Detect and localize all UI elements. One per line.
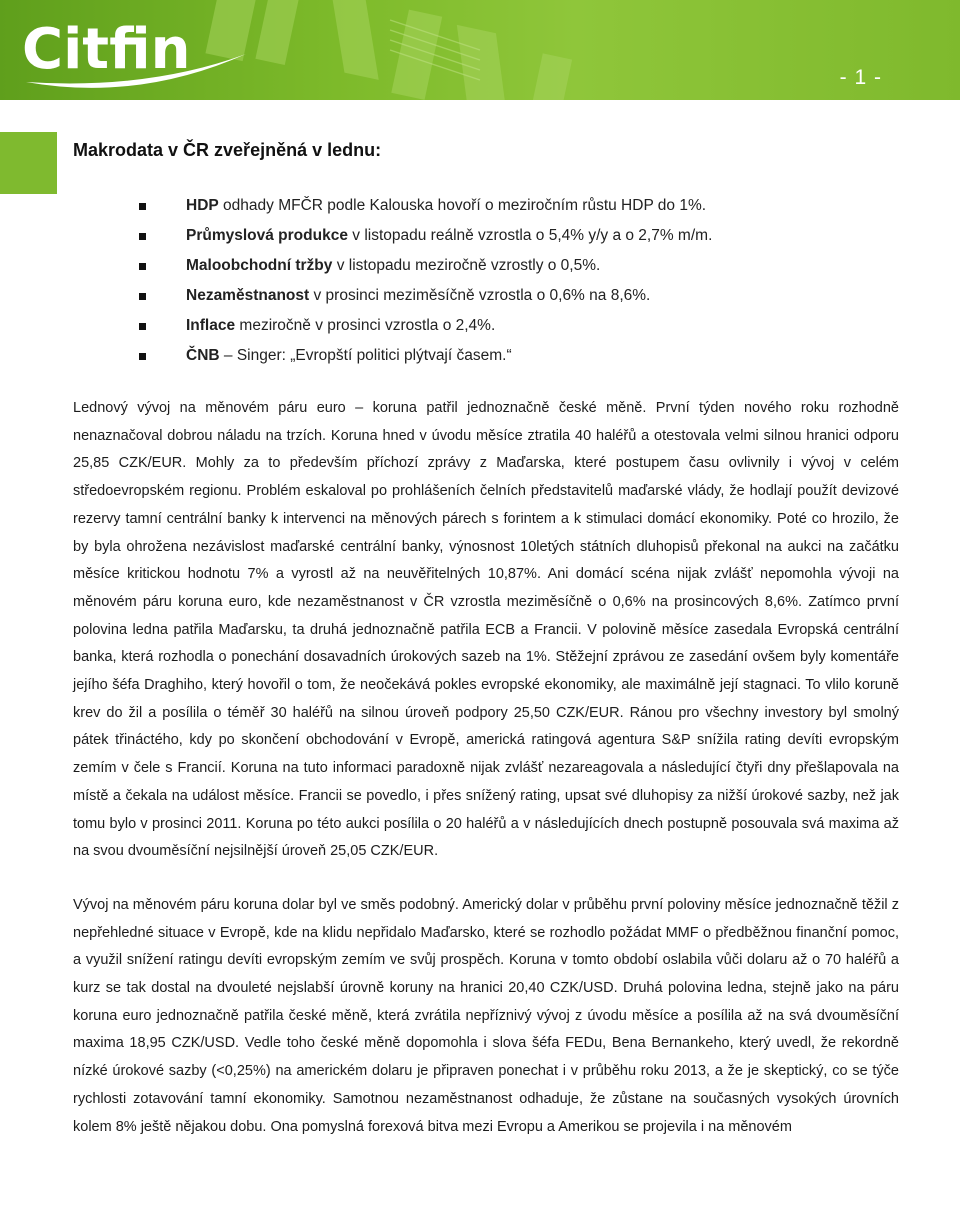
page-title: Makrodata v ČR zveřejněná v lednu:: [73, 140, 382, 160]
bullet-text: v prosinci meziměsíčně vzrostla o 0,6% na 8,6%.: [309, 287, 651, 304]
paragraph-eur-czk: Lednový vývoj na měnovém páru euro – koruna patřil jednoznačně české měně. První týden nového roku rozhodně nenaznačoval dobrou náladu na trzích. Koruna hned v úvodu měsíce ztratila 40 haléřů a otestovala velmi silnou hranici odporu 25,85 CZK/EUR. Mohly za to především příchozí zprávy z Maďarska, které postupem času ovlivnily i vývoj v celém středoevropském regionu. Problém eskaloval po prohlášeních čelních představitelů maďarské vlády, že hodlají použít devizové rezervy tamní centrální banky k intervenci na měnových párech s forintem a k stimulaci domácí ekonomiky. Poté co hrozilo, že by byla ohrožena nezávislost maďarské centrální banky, výnosnost 10letých státních dluhopisů překonal na aukci na začátku měsíce kritickou hodnotu 7% a vyrostl až na neuvěřitelných 10,87%. Ani domácí scéna nijak zvlášť nepomohla vývoji na měnovém páru koruna euro, kde nezaměstnanost v ČR vzrostla meziměsíčně o 0,6% na prosincových 8,6%. Zatímco první polovina ledna patřila Maďarsku, ta druhá jednoznačně patřila ECB a Francii. V polovině měsíce zasedala Evropská centrální banka, která rozhodla o ponechání dosavadních úrokových sazeb na 1%. Stěžejní zprávou ze zasedání ovšem byly komentáře jejího šéfa Draghiho, který hovořil o tom, že neočekává pokles evropské ekonomiky, ale maximálně její stagnaci. To vlilo koruně krev do žil a posílila o téměř 30 haléřů na silnou úroveň podpory 25,50 CZK/EUR. Ránou pro všechny investory byl smolný pátek třináctého, kdy po skončení obchodování v Evropě, americká ratingová agentura S&P snížila rating devíti evropským zemím v čele s Francií. Koruna na tuto informaci paradoxně nijak zvlášť nezareagovala a následující čtyři dny přešlapovala na místě a čekala na událost měsíce. Francii se povedlo, i přes snížený rating, upsat své dluhopisy za nižší úrokové sazby, než jak tomu bylo v prosinci 2011. Koruna po této aukci posílila o 20 haléřů a v následujících dnech postupně posouvala svá maxima až na svou dvouměsíční nejsilnější úroveň 25,05 CZK/EUR.: [73, 400, 899, 860]
list-item: [139, 311, 899, 341]
list-item: [139, 341, 899, 371]
page-number: - 1 -: [839, 66, 882, 89]
bullet-text: meziročně v prosinci vzrostla o 2,4%.: [235, 317, 496, 334]
bullet-key: Nezaměstnanost: [186, 287, 310, 304]
citfin-logo: [18, 10, 248, 96]
bullet-icon: [139, 203, 146, 210]
bullet-key: HDP: [186, 197, 219, 214]
list-item: [139, 251, 899, 281]
bullet-key: ČNB: [186, 347, 220, 364]
side-accent-square: [0, 132, 57, 194]
bullet-key: Maloobchodní tržby: [186, 257, 333, 274]
logo-text: Citfin: [22, 17, 191, 82]
bullet-icon: [139, 263, 146, 270]
header-band: [0, 0, 960, 100]
bullet-icon: [139, 323, 146, 330]
bullet-icon: [139, 293, 146, 300]
list-item: [139, 221, 899, 251]
bullet-text: odhady MFČR podle Kalouska hovoří o meziročním růstu HDP do 1%.: [218, 197, 707, 214]
bullet-text: v listopadu meziročně vzrostly o 0,5%.: [332, 257, 601, 274]
bullet-icon: [139, 353, 146, 360]
document-body: [73, 140, 899, 1141]
bullet-icon: [139, 233, 146, 240]
bullet-key: Inflace: [186, 317, 236, 334]
list-item: [139, 191, 899, 221]
list-item: [139, 281, 899, 311]
bullet-text: – Singer: „Evropští politici plýtvají časem.“: [219, 347, 512, 364]
bullet-key: Průmyslová produkce: [186, 227, 348, 244]
paragraph-usd-czk: Vývoj na měnovém páru koruna dolar byl ve směs podobný. Americký dolar v průběhu první poloviny měsíce jednoznačně těžil z nepřehledné situace v Evropě, kde na klidu nepřidalo Maďarsko, které se rozhodlo požádat MMF o předběžnou finanční pomoc, a využil snížení ratingu devíti evropským zemím ve svůj prospěch. Koruna v tomto období oslabila vůči dolaru až o 70 haléřů a kurz se tak dostal na dvouleté nejslabší úrovně koruny na hranici 20,40 CZK/USD. Druhá polovina ledna, stejně jako na páru koruna euro jednoznačně patřila české měně, která zvrátila nepříznivý vývoj z úvodu měsíce a posílila až na svá dvouměsíční maxima 18,95 CZK/USD. Vedle toho české měně dopomohla i slova šéfa FEDu, Bena Bernankeho, který uvedl, že rekordně nízké úrokové sazby (<0,25%) na americkém dolaru je připraven ponechat i v průběhu roku 2013, a že je skeptický, co se týče rychlosti zotavování tamní ekonomiky. Samotnou nezaměstnanost odhaduje, že zůstane na současných vysokých úrovních kolem 8% ještě nějakou dobu. Ona pomyslná forexová bitva mezi Evropu a Amerikou se projevila i na měnovém: [73, 896, 899, 1135]
macro-data-list: [139, 191, 899, 371]
bullet-text: v listopadu reálně vzrostla o 5,4% y/y a o 2,7% m/m.: [347, 227, 713, 244]
